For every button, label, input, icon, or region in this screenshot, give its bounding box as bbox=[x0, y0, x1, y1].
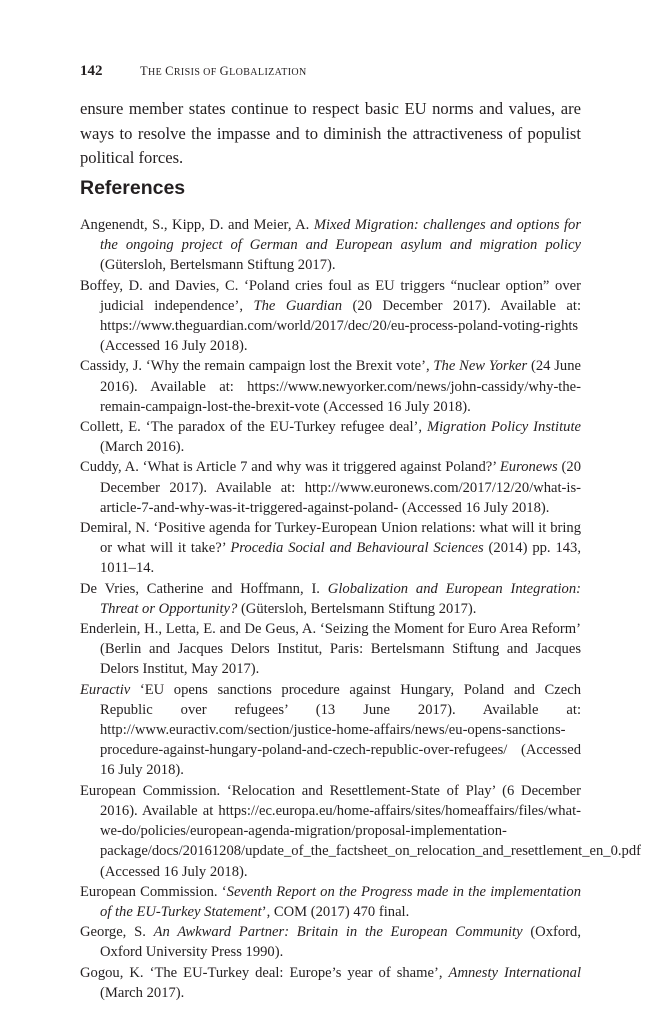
reference-text: Demiral, N. ‘Positive agenda for Turkey-European Union relations: what will it bring or what will it take?’ bbox=[80, 520, 581, 557]
reference-entry bbox=[80, 680, 581, 781]
reference-entry bbox=[80, 457, 581, 518]
page-number: 142 bbox=[80, 63, 103, 79]
reference-text: European Commission. ‘ bbox=[80, 883, 227, 900]
reference-entry bbox=[80, 356, 581, 417]
intro-paragraph: ensure member states continue to respect basic EU norms and values, are ways to resolve the impasse and to diminish the attractiveness of populist political forces. bbox=[80, 99, 581, 167]
running-header bbox=[80, 63, 580, 83]
references-heading: References bbox=[80, 177, 186, 199]
reference-text: De Vries, Catherine and Hoffmann, I. bbox=[80, 580, 328, 597]
reference-text: (20 December 2017). Available at: http://www.euronews.com/2017/12/20/what-is-article-7-and-why-was-it-triggered-against-poland- (Accessed 16 July 2018). bbox=[100, 459, 582, 516]
reference-entry bbox=[80, 579, 581, 619]
reference-text: Boffey, D. and Davies, C. ‘Poland cries foul as EU triggers “nuclear option” over judicial independence’, bbox=[80, 277, 581, 314]
reference-text: (2014) pp. 143, 1011–14. bbox=[100, 540, 582, 577]
reference-text: George, S. bbox=[80, 924, 154, 941]
reference-entry bbox=[80, 215, 581, 276]
reference-text: Angenendt, S., Kipp, D. and Meier, A. bbox=[80, 217, 314, 233]
reference-entry bbox=[80, 276, 581, 357]
running-title: THE CRISIS OF GLOBALIZATION bbox=[140, 64, 307, 78]
reference-entry bbox=[80, 619, 581, 680]
reference-text: ’, COM (2017) 470 final. bbox=[261, 903, 410, 920]
reference-title-italic: Euractiv bbox=[80, 681, 131, 698]
reference-entry bbox=[80, 882, 581, 922]
reference-entry bbox=[80, 963, 581, 1003]
reference-text: ‘EU opens sanctions procedure against Hungary, Poland and Czech Republic over refugees’ (13 June 2017). Available at: http://www.euractiv.com/section/justice-home-affairs/news/eu-opens-sanctions-procedure-against-hungary-poland-and-czech-republic-over-refugees/ (Accessed 16 July 2018). bbox=[100, 681, 581, 779]
reference-text: Enderlein, H., Letta, E. and De Geus, A. ‘Seizing the Moment for Euro Area Reform’ (Berlin and Jacques Delors Institut, Paris: Bertelsmann Stiftung and Jacques Delors Institut, May 2017). bbox=[80, 621, 581, 678]
reference-title-italic: Euronews bbox=[499, 459, 558, 476]
reference-text: (March 2017). bbox=[100, 984, 185, 1001]
reference-text: Collett, E. ‘The paradox of the EU-Turkey refugee deal’, bbox=[80, 419, 427, 436]
reference-text: Gogou, K. ‘The EU-Turkey deal: Europe’s year of shame’, bbox=[80, 964, 449, 981]
reference-entry bbox=[80, 781, 642, 882]
reference-title-italic: Seventh Report on the Progress made in the implementation of the EU-Turkey Statement bbox=[100, 883, 581, 920]
reference-title-italic: Mixed Migration: challenges and options for the ongoing project of German and European asylum and migration policy bbox=[100, 217, 581, 254]
reference-entry bbox=[80, 922, 581, 962]
reference-title-italic: Migration Policy Institute bbox=[426, 419, 581, 436]
reference-text: (Gütersloh, Bertelsmann Stiftung 2017). bbox=[100, 257, 336, 274]
reference-text: European Commission. ‘Relocation and Resettlement-State of Play’ (6 December 2016). Available at https://ec.europa.eu/home-affairs/sites/homeaffairs/files/what-we-do/policies/european-agenda-migration/proposal-implementation-package/docs/20161208/update_of_the_factsheet_on_relocation_and_resettlement_en_0.pdf (Accessed 16 July 2018). bbox=[80, 782, 642, 880]
reference-text: Cuddy, A. ‘What is Article 7 and why was it triggered against Poland?’ bbox=[80, 459, 500, 476]
reference-title-italic: The New Yorker bbox=[433, 358, 528, 375]
reference-text: (Gütersloh, Bertelsmann Stiftung 2017). bbox=[237, 600, 477, 617]
reference-text: (March 2016). bbox=[100, 439, 185, 456]
reference-entry bbox=[80, 518, 581, 579]
reference-text: (Oxford, Oxford University Press 1990). bbox=[100, 924, 581, 961]
reference-title-italic: Globalization and European Integration: Threat or Opportunity? bbox=[100, 580, 581, 617]
reference-title-italic: The Guardian bbox=[253, 297, 343, 314]
reference-entry bbox=[80, 417, 581, 457]
reference-title-italic: An Awkward Partner: Britain in the European Community bbox=[153, 924, 523, 941]
reference-text: Cassidy, J. ‘Why the remain campaign lost the Brexit vote’, bbox=[80, 358, 434, 375]
reference-text: (20 December 2017). Available at: https://www.theguardian.com/world/2017/dec/20/eu-process-poland-voting-rights (Accessed 16 July 2018). bbox=[100, 297, 581, 355]
reference-text: (24 June 2016). Available at: https://www.newyorker.com/news/john-cassidy/why-the-remain-campaign-lost-the-brexit-vote (Accessed 16 July 2018). bbox=[100, 358, 581, 415]
reference-list bbox=[80, 215, 642, 1003]
reference-title-italic: Procedia Social and Behavioural Sciences bbox=[230, 540, 484, 557]
reference-title-italic: Amnesty International bbox=[448, 964, 582, 981]
